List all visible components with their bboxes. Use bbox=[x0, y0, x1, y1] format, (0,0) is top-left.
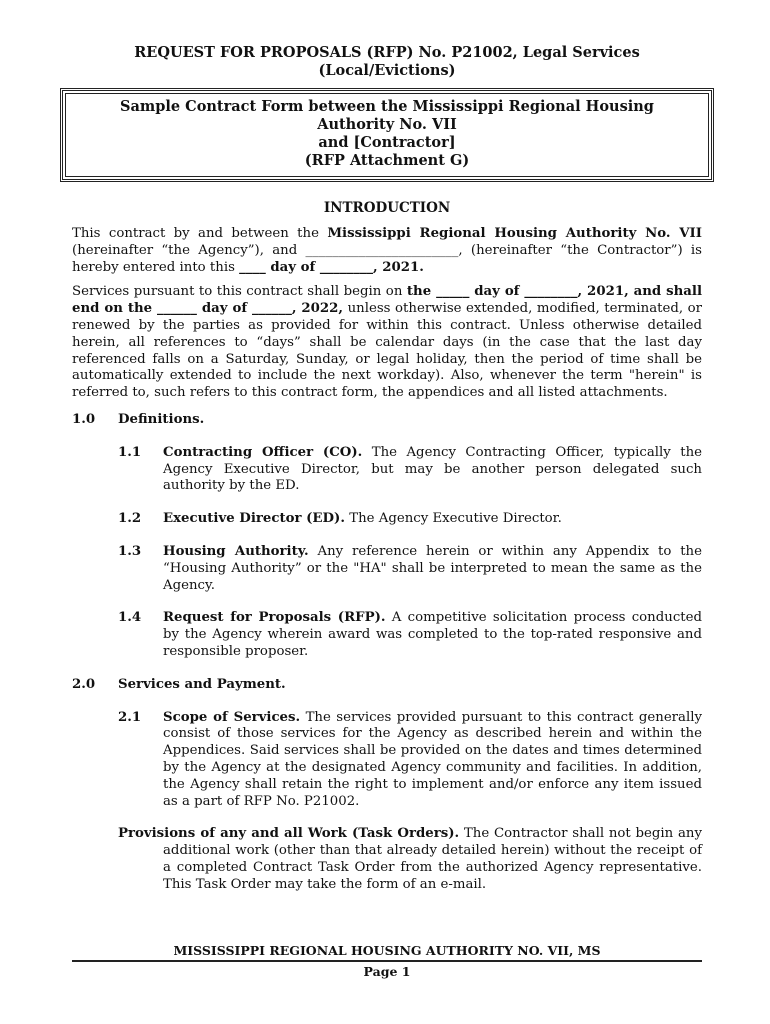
introduction-heading: INTRODUCTION bbox=[323, 200, 451, 216]
definition-item bbox=[118, 610, 702, 660]
item-term: Scope of Services. bbox=[163, 709, 301, 725]
item-number: 2.1 bbox=[118, 709, 142, 725]
rfp-title-line1: REQUEST FOR PROPOSALS (RFP) No. P21002, Legal Services bbox=[134, 44, 640, 61]
services-item bbox=[118, 710, 702, 811]
intro-p1-text-a: This contract by and between the bbox=[72, 226, 328, 241]
document-page bbox=[72, 44, 702, 904]
intro-p2-term-dates: the _____ day of ________, 2021, and shall end on the ______ day of ______, 2022, bbox=[72, 284, 702, 317]
contract-title-line1: Sample Contract Form between the Mississippi Regional Housing bbox=[120, 98, 654, 115]
section-number: 2.0 bbox=[72, 676, 96, 692]
intro-p1-date: ____ day of ________, 2021. bbox=[239, 259, 424, 275]
definition-item bbox=[118, 445, 702, 495]
provisions-term: Provisions of any and all Work (Task Orders). bbox=[118, 826, 460, 842]
section-heading-services bbox=[72, 677, 702, 694]
intro-paragraph-1 bbox=[72, 226, 702, 276]
section-title: Services and Payment. bbox=[118, 676, 286, 692]
item-number: 1.4 bbox=[118, 610, 142, 626]
intro-paragraph-2 bbox=[72, 284, 702, 402]
item-text: The services provided pursuant to this contract generally consist of those services for the Agency as described herein and within the Appendices. Said services shall be provided on the dates and times determined by the Agency at the designated Agency community and facilities. In addition, the Agency shall retain the right to implement and/or enforce any item issued as a part of RFP No. P21002. bbox=[163, 709, 702, 809]
section-heading-definitions bbox=[72, 412, 702, 429]
item-number: 1.2 bbox=[118, 511, 142, 527]
item-term: Request for Proposals (RFP). bbox=[163, 610, 386, 626]
item-text: A competitive solicitation process conducted by the Agency wherein award was completed to the top-rated responsive and responsible proposer. bbox=[163, 610, 702, 659]
contract-title-line4: (RFP Attachment G) bbox=[304, 152, 470, 169]
item-number: 1.3 bbox=[118, 543, 142, 559]
contract-title-box bbox=[62, 90, 712, 180]
rfp-title bbox=[72, 44, 702, 80]
rfp-title-line2: (Local/Evictions) bbox=[318, 62, 456, 79]
item-text: The Agency Executive Director. bbox=[344, 511, 562, 527]
definition-item bbox=[118, 511, 702, 528]
footer-organization: MISSISSIPPI REGIONAL HOUSING AUTHORITY NO. VII, MS bbox=[72, 943, 702, 962]
section-number: 1.0 bbox=[72, 411, 96, 427]
section-title: Definitions. bbox=[118, 411, 205, 427]
definition-item bbox=[118, 544, 702, 594]
intro-p1-text-c: (hereinafter “the Agency”), and _______________________, (hereinafter “the Contractor”) is hereby entered into this bbox=[72, 242, 702, 275]
page-footer bbox=[72, 943, 702, 979]
contract-title-line2: Authority No. VII bbox=[317, 116, 457, 133]
item-term: Executive Director (ED). bbox=[163, 511, 345, 527]
item-term: Housing Authority. bbox=[163, 543, 309, 559]
provisions-paragraph bbox=[118, 826, 702, 893]
intro-p1-agency-name: Mississippi Regional Housing Authority No. VII bbox=[327, 226, 703, 241]
item-text: The Agency Contracting Officer, typically the Agency Executive Director, but may be another person delegated such authority by the ED. bbox=[163, 444, 702, 494]
intro-p2-text-a: Services pursuant to this contract shall begin on bbox=[72, 284, 407, 300]
provisions-text: The Contractor shall not begin any additional work (other than that already detailed herein) without the receipt of a completed Contract Task Order from the authorized Agency representative. This Task Order may take the form of an e-mail. bbox=[163, 826, 702, 892]
contract-title-line3: and [Contractor] bbox=[318, 134, 456, 151]
item-term: Contracting Officer (CO). bbox=[163, 444, 363, 460]
intro-p2-text-c: unless otherwise extended, modified, terminated, or renewed by the parties as provided for within this contract. Unless otherwise detailed herein, all references to “days” shall be calendar days (in the case that the last day referenced falls on a Saturday, Sunday, or legal holiday, then the period of time shall be automatically extended to include the next workday). Also, whenever the term "herein" is referred to, such refers to this contract form, the appendices and all listed attachments. bbox=[72, 301, 702, 401]
page-number: Page 1 bbox=[363, 964, 411, 979]
item-number: 1.1 bbox=[118, 444, 142, 460]
item-text: Any reference herein or within any Appendix to the “Housing Authority” or the "HA" shall be interpreted to mean the same as the Agency. bbox=[163, 543, 702, 593]
